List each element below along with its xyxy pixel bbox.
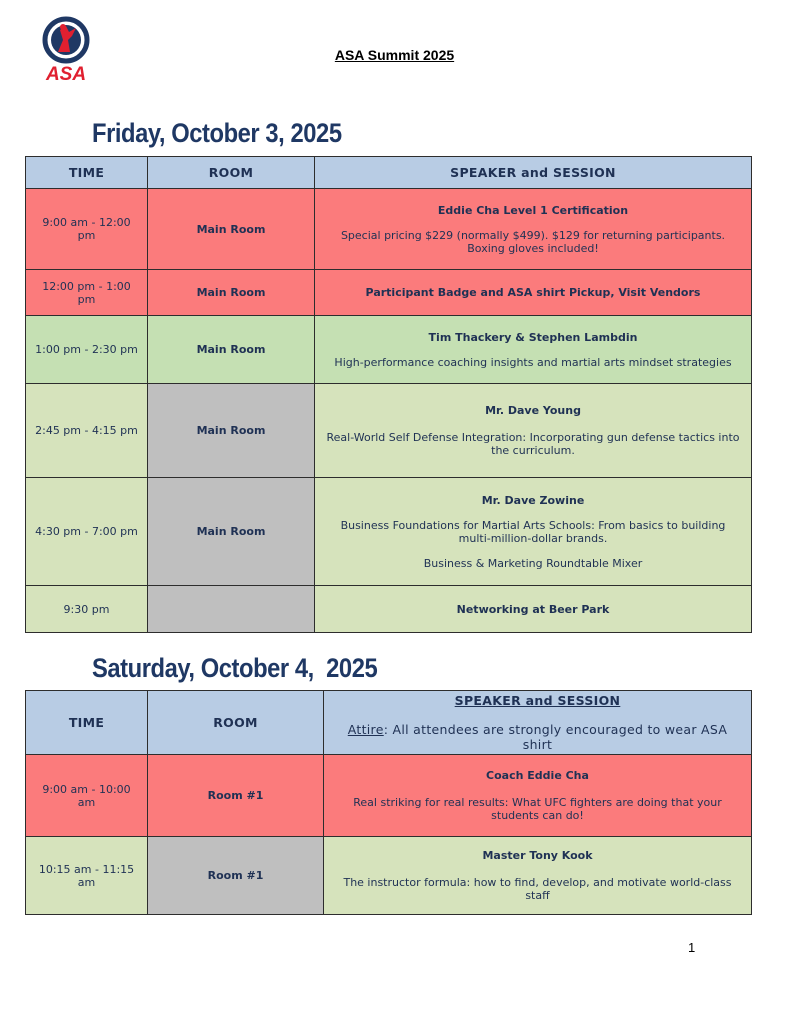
session-description: Real striking for real results: What UFC fighters are doing that your students can do!: [353, 796, 722, 822]
room-cell: Room #1: [148, 755, 324, 837]
attire-text: : All attendees are strongly encouraged to wear ASA shirt: [383, 722, 728, 752]
session-cell: [324, 837, 752, 915]
time-cell: 2:45 pm - 4:15 pm: [26, 384, 148, 478]
session-description: Business Foundations for Martial Arts Schools: From basics to building multi-million-dollar brands.: [340, 518, 726, 545]
session-description: The instructor formula: how to find, develop, and motivate world-class staff: [343, 876, 732, 902]
room-cell: Main Room: [148, 189, 315, 270]
session-description-extra: Business & Marketing Roundtable Mixer: [423, 556, 643, 570]
room-cell: Main Room: [148, 316, 315, 384]
room-cell: Main Room: [148, 270, 315, 316]
time-header: TIME: [26, 157, 148, 189]
speaker-name: Mr. Dave Young: [485, 404, 581, 417]
time-cell: 12:00 pm - 1:00 pm: [26, 270, 148, 316]
friday-schedule-table: [25, 156, 752, 633]
speaker-name: Mr. Dave Zowine: [481, 493, 585, 507]
speaker-name: Tim Thackery & Stephen Lambdin: [428, 330, 638, 344]
speaker-name: Participant Badge and ASA shirt Pickup, Visit Vendors: [365, 286, 701, 299]
table-header-row: [26, 691, 752, 755]
session-cell: [315, 189, 752, 270]
page-number: 1: [688, 940, 696, 955]
session-description: Real-World Self Defense Integration: Incorporating gun defense tactics into the curriculum.: [326, 431, 740, 457]
room-cell: Main Room: [148, 384, 315, 478]
session-header: SPEAKER and SESSION: [315, 157, 752, 189]
speaker-name: Coach Eddie Cha: [486, 769, 589, 782]
room-cell: Room #1: [148, 837, 324, 915]
svg-text:ASA: ASA: [45, 64, 87, 85]
table-row: [26, 384, 752, 478]
time-header: TIME: [26, 691, 148, 755]
room-cell: [148, 586, 315, 633]
time-cell: 1:00 pm - 2:30 pm: [26, 316, 148, 384]
table-row: [26, 189, 752, 270]
table-row: [26, 478, 752, 586]
session-cell: [315, 478, 752, 586]
table-header-row: [26, 157, 752, 189]
time-cell: 10:15 am - 11:15 am: [26, 837, 148, 915]
session-header: [324, 691, 752, 755]
speaker-name: Eddie Cha Level 1 Certification: [437, 203, 629, 217]
time-cell: 4:30 pm - 7:00 pm: [26, 478, 148, 586]
session-description: Special pricing $229 (normally $499). $129 for returning participants. Boxing gloves included!: [340, 228, 726, 255]
table-row: [26, 586, 752, 633]
friday-heading: Friday, October 3, 2025: [92, 118, 342, 148]
session-description: High-performance coaching insights and martial arts mindset strategies: [334, 355, 732, 369]
time-cell: 9:00 am - 10:00 am: [26, 755, 148, 837]
session-header-label: SPEAKER and SESSION: [454, 693, 621, 708]
time-cell: 9:00 am - 12:00 pm: [26, 189, 148, 270]
table-row: [26, 837, 752, 915]
time-cell: 9:30 pm: [26, 586, 148, 633]
session-cell: [315, 586, 752, 633]
attire-label: Attire: [347, 722, 384, 737]
saturday-schedule-table: [25, 690, 752, 915]
document-title: ASA Summit 2025: [334, 47, 455, 63]
attire-note: [332, 722, 743, 752]
speaker-name: Networking at Beer Park: [456, 602, 610, 616]
table-row: [26, 270, 752, 316]
session-cell: [324, 755, 752, 837]
room-cell: Main Room: [148, 478, 315, 586]
session-cell: [315, 384, 752, 478]
session-cell: [315, 270, 752, 316]
table-row: [26, 316, 752, 384]
table-row: [26, 755, 752, 837]
session-cell: [315, 316, 752, 384]
room-header: ROOM: [148, 157, 315, 189]
speaker-name: Master Tony Kook: [482, 849, 593, 862]
room-header: ROOM: [148, 691, 324, 755]
saturday-heading: Saturday, October 4, 2025: [92, 653, 378, 683]
